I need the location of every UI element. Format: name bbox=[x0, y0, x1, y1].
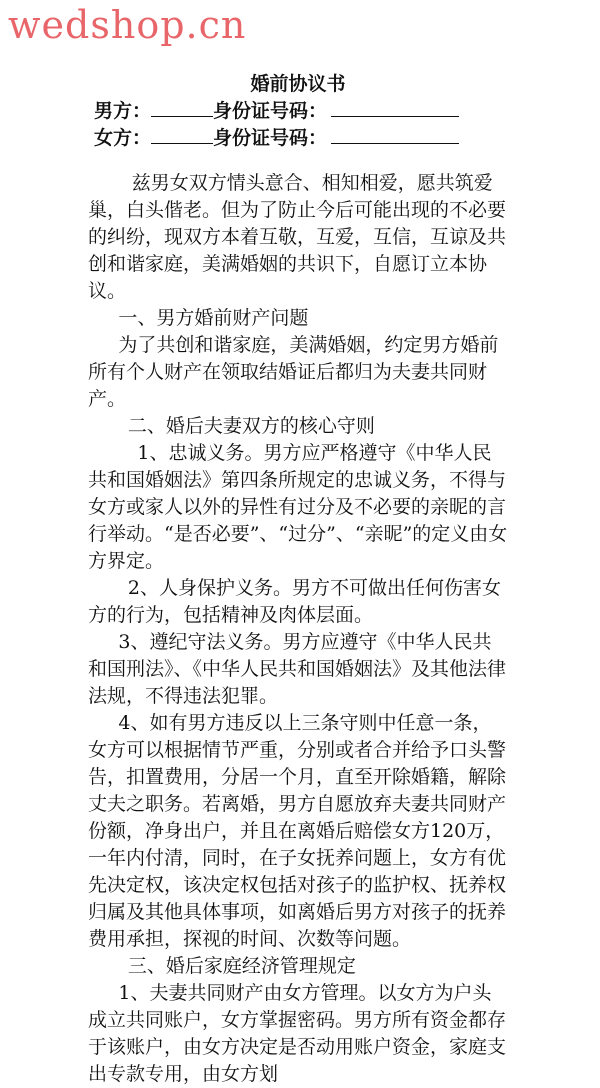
male-id-label: 身份证号码： bbox=[213, 100, 328, 122]
male-id-blank[interactable] bbox=[331, 100, 459, 117]
section-heading-2: 二、婚后夫妻双方的核心守则 bbox=[127, 415, 375, 437]
section-heading-3: 三、婚后家庭经济管理规定 bbox=[127, 955, 356, 977]
document-title: 婚前协议书 bbox=[250, 73, 346, 95]
document-body bbox=[88, 170, 508, 1088]
male-label: 男方： bbox=[94, 100, 152, 122]
female-name-blank[interactable] bbox=[151, 127, 213, 144]
male-field-row bbox=[94, 98, 508, 125]
paragraph-personal-protection: 2、人身保护义务。男方不可做出任何伤害女方的行为，包括精神及肉体层面。 bbox=[88, 577, 501, 626]
agreement-document bbox=[88, 70, 508, 1088]
paragraph-premarital-property: 为了共创和谐家庭，美满婚姻，约定男方婚前所有个人财产在领取结婚证后都归为夫妻共同财产。 bbox=[88, 334, 499, 410]
watermark: wedshop.cn bbox=[8, 3, 247, 47]
paragraph-loyalty-duty: 1、忠诚义务。男方应严格遵守《中华人民共和国婚姻法》第四条所规定的忠诚义务，不得与女方或家人以外的异性有过分及不必要的亲昵的言行举动。“是否必要”、“过分”、“亲昵”的定义由女方界定。 bbox=[88, 442, 508, 572]
paragraph-preamble: 兹男女双方情头意合、相知相爱，愿共筑爱巢，白头偕老。但为了防止今后可能出现的不必要的纠纷，现双方本着互敬，互爱，互信，互谅及共创和谐家庭，美满婚姻的共识下，自愿订立本协议。 bbox=[88, 172, 507, 302]
paragraph-law-abiding: 3、遵纪守法义务。男方应遵守《中华人民共和国刑法》、《中华人民共和国婚姻法》及其他法律法规，不得违法犯罪。 bbox=[88, 631, 507, 707]
section-heading-1: 一、男方婚前财产问题 bbox=[118, 307, 309, 329]
female-id-label: 身份证号码： bbox=[213, 127, 328, 149]
female-field-row bbox=[94, 125, 508, 152]
male-name-blank[interactable] bbox=[151, 100, 213, 117]
female-label: 女方： bbox=[94, 127, 152, 149]
paragraph-finance-management: 1、夫妻共同财产由女方管理。以女方为户头成立共同账户，女方掌握密码。男方所有资金都存于该账户，由女方决定是否动用账户资金，家庭支出专款专用，由女方划 bbox=[88, 982, 507, 1085]
paragraph-violation-penalty: 4、如有男方违反以上三条守则中任意一条，女方可以根据情节严重，分别或者合并给予口头警告，扣置费用，分居一个月，直至开除婚籍，解除丈夫之职务。若离婚，男方自愿放弃夫妻共同财产份额，净身出户，并且在离婚后赔偿女方120万，一年内付清，同时，在子女抚养问题上，女方有优先决定权，该决定权包括对孩子的监护权、抚养权归属及其他具体事项，如离婚后男方对孩子的抚养费用承担，探视的时间、次数等问题。 bbox=[88, 712, 507, 950]
female-id-blank[interactable] bbox=[331, 127, 459, 144]
